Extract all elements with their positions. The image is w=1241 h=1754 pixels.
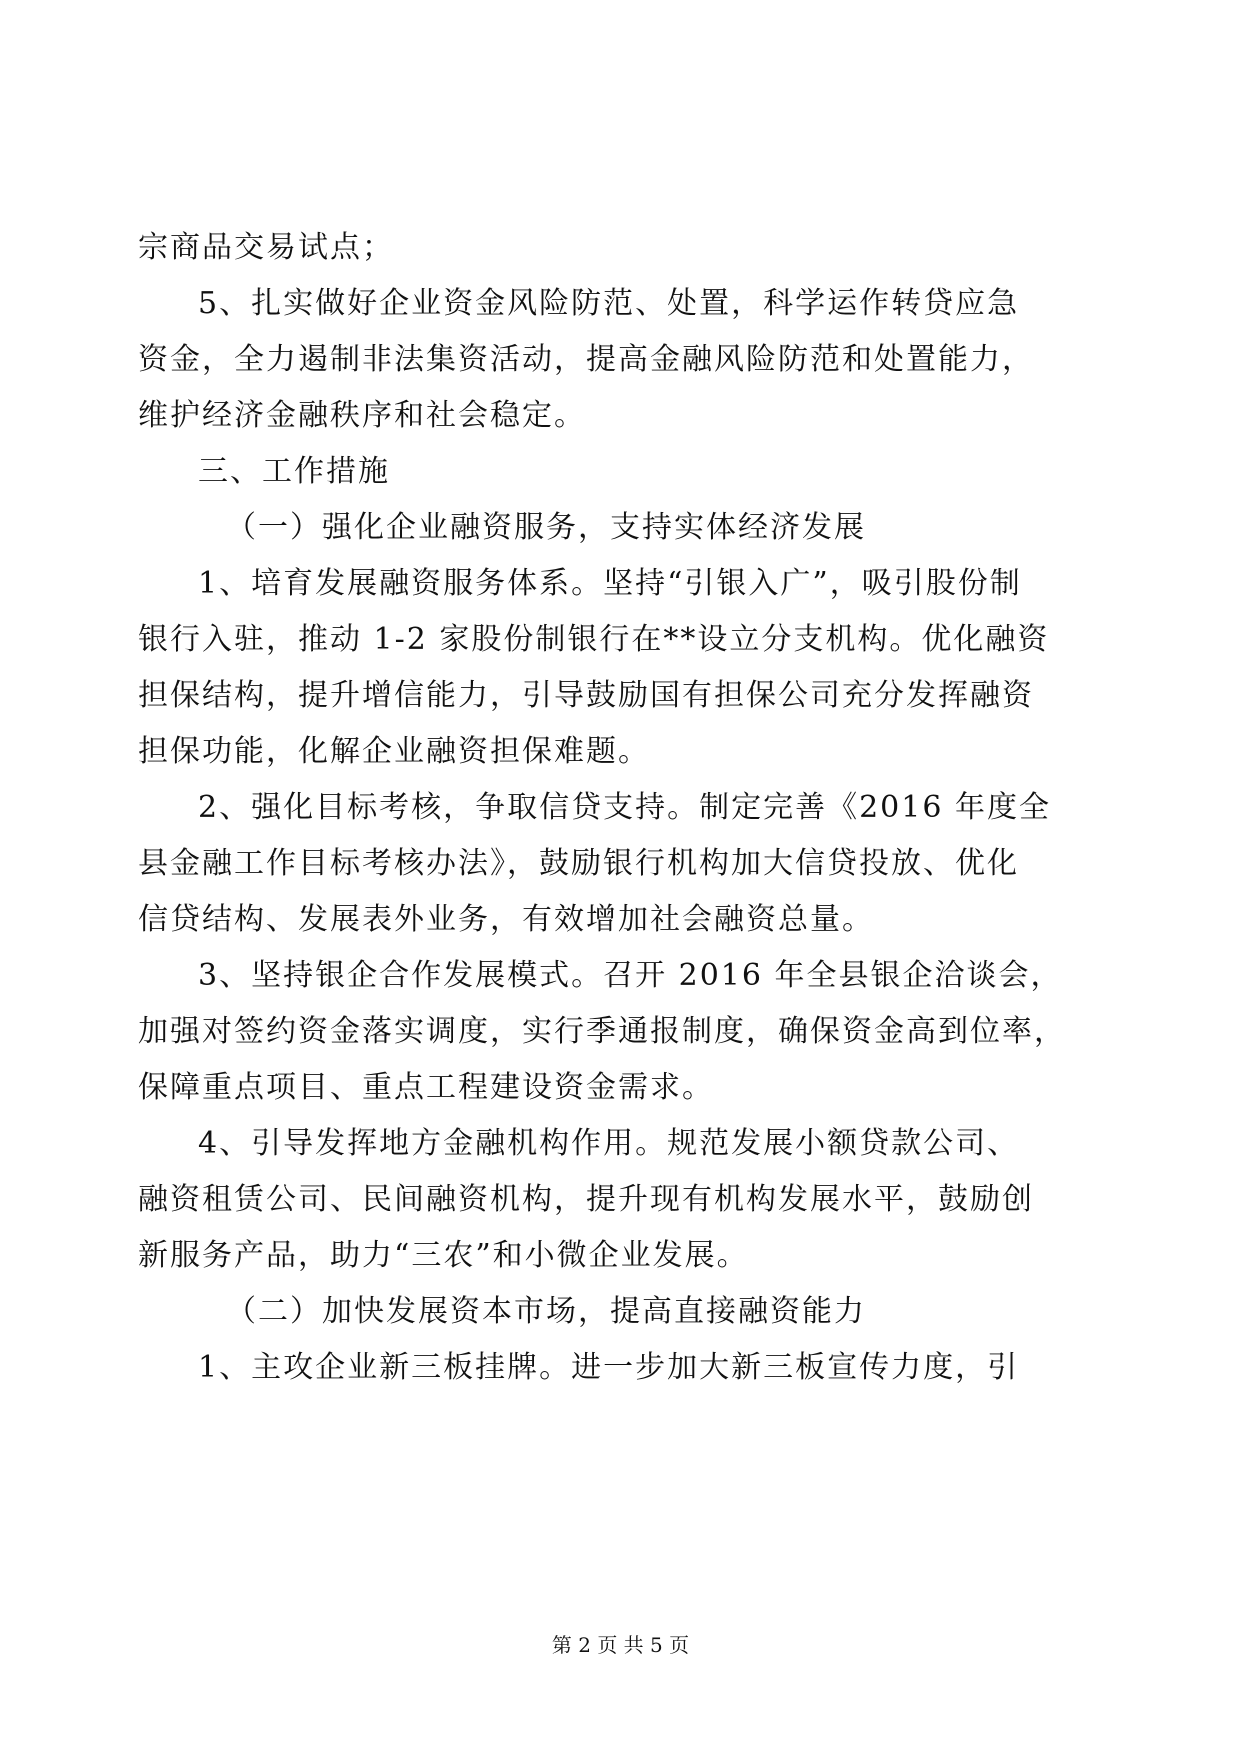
- text-line: 保障重点项目、重点工程建设资金需求。: [138, 1070, 714, 1105]
- subsection-heading: （一）强化企业融资服务，支持实体经济发展: [226, 510, 866, 545]
- text-line: 1、培育发展融资服务体系。坚持“引银入广”，吸引股份制: [198, 566, 1022, 601]
- text-line: 宗商品交易试点；: [138, 230, 394, 265]
- text-line: 银行入驻，推动 1-2 家股份制银行在**设立分支机构。优化融资: [138, 622, 1050, 657]
- text-line: 3、坚持银企合作发展模式。召开 2016 年全县银企洽谈会，: [198, 958, 1063, 993]
- text-line: 4、引导发挥地方金融机构作用。规范发展小额贷款公司、: [198, 1126, 1020, 1161]
- section-heading: 三、工作措施: [198, 454, 390, 489]
- text-line: 2、强化目标考核，争取信贷支持。制定完善《2016 年度全: [198, 790, 1051, 825]
- text-line: 5、扎实做好企业资金风险防范、处置，科学运作转贷应急: [198, 286, 1020, 321]
- text-line: 担保功能，化解企业融资担保难题。: [138, 734, 650, 769]
- text-line: 担保结构，提升增信能力，引导鼓励国有担保公司充分发挥融资: [138, 678, 1034, 713]
- text-line: 融资租赁公司、民间融资机构，提升现有机构发展水平，鼓励创: [138, 1182, 1034, 1217]
- text-line: 新服务产品，助力“三农”和小微企业发展。: [138, 1238, 749, 1273]
- text-line: 县金融工作目标考核办法》，鼓励银行机构加大信贷投放、优化: [138, 846, 1019, 881]
- text-line: 加强对签约资金落实调度，实行季通报制度，确保资金高到位率，: [138, 1014, 1066, 1049]
- text-line: 资金，全力遏制非法集资活动，提高金融风险防范和处置能力，: [138, 342, 1034, 377]
- page-number-footer: 第 2 页 共 5 页: [551, 1633, 690, 1657]
- subsection-heading: （二）加快发展资本市场，提高直接融资能力: [226, 1294, 866, 1329]
- text-line: 信贷结构、发展表外业务，有效增加社会融资总量。: [138, 902, 874, 937]
- text-line: 1、主攻企业新三板挂牌。进一步加大新三板宣传力度，引: [198, 1350, 1020, 1385]
- text-line: 维护经济金融秩序和社会稳定。: [138, 398, 586, 433]
